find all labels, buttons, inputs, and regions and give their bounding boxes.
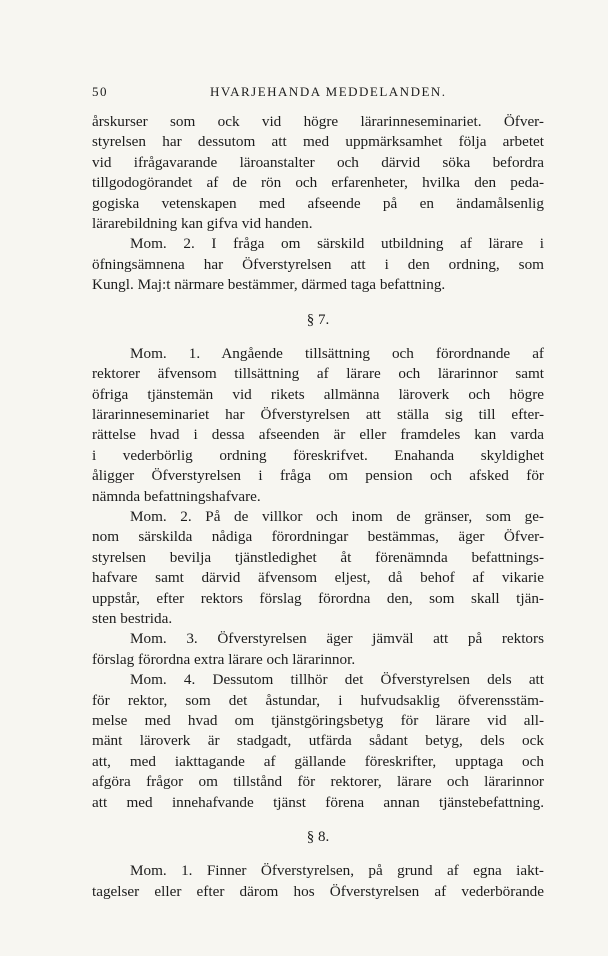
section-heading: § 7.: [306, 311, 330, 328]
text-line: för rektor, som det åstundar, i hufvudsaklig öfverensstäm-: [92, 691, 544, 709]
text-line: Mom. 2. I fråga om särskild utbildning af lärare i: [130, 235, 544, 253]
text-line: förslag förordna extra lärare och lärarinnor.: [92, 650, 356, 668]
text-line: Mom. 3. Öfverstyrelsen äger jämväl att på rektors: [130, 630, 544, 648]
text-line: lärarinneseminariet har Öfverstyrelsen att ställa sig till efter-: [92, 406, 544, 424]
running-title: HVARJEHANDA MEDDELANDEN.: [210, 84, 447, 99]
text-line: i vederbörlig ordning föreskrifvet. Enahanda skyldighet: [92, 446, 544, 464]
text-line: styrelsen har dessutom att med uppmärksamhet följa arbetet: [92, 133, 544, 151]
text-line: Mom. 1. Angående tillsättning och förordnande af: [130, 344, 544, 362]
text-line: sten bestrida.: [92, 609, 173, 627]
section-heading: § 8.: [306, 828, 330, 845]
text-line: styrelsen bevilja tjänstledighet åt förenämnda befattnings-: [92, 548, 544, 566]
text-line: rektorer äfvensom tillsättning af lärare och lärarinnor samt: [92, 365, 544, 383]
text-line: afgöra frågor om tillstånd för rektorer, lärare och lärarinnor: [92, 773, 544, 791]
text-line: att, med iakttagande af gällande föreskrifter, upptaga och: [92, 752, 544, 770]
text-line: åligger Öfverstyrelsen i fråga om pension och afsked för: [92, 467, 544, 485]
text-line: öfningsämnena har Öfverstyrelsen att i den ordning, som: [92, 255, 544, 273]
running-head: [92, 84, 544, 104]
text-line: öfriga tjänstemän vid rikets allmänna läroverk och högre: [92, 385, 544, 403]
text-line: lärarebildning kan gifva vid handen.: [92, 214, 313, 232]
text-line: melse med hvad om tjänstgöringsbetyg för lärare vid all-: [92, 711, 544, 729]
text-line: gogiska vetenskapen med afseende på en ändamålsenlig: [92, 194, 544, 212]
text-line: tagelser eller efter därom hos Öfverstyrelsen af vederbörande: [92, 882, 544, 900]
text-line: rättelse hvad i dessa afseenden är eller framdeles kan varda: [92, 426, 544, 444]
page-number: 50: [92, 84, 108, 99]
text-line: tillgodogörandet af de rön och erfarenheter, hvilka den peda-: [92, 174, 544, 192]
text-line: nämnda befattningshafvare.: [92, 487, 261, 505]
text-line: Kungl. Maj:t närmare bestämmer, därmed taga befattning.: [92, 276, 446, 294]
text-line: Mom. 4. Dessutom tillhör det Öfverstyrelsen dels att: [130, 671, 544, 689]
text-line: mänt läroverk är stadgadt, utfärda sådant betyg, dels ock: [92, 732, 544, 750]
text-line: Mom. 1. Finner Öfverstyrelsen, på grund af egna iakt-: [130, 862, 544, 880]
text-line: årskurser som ock vid högre lärarinneseminariet. Öfver-: [92, 113, 544, 130]
text-line: hafvare samt därvid äfvensom eljest, då behof af vikarie: [92, 569, 544, 587]
text-line: nom särskilda nådiga förordningar bestämmas, äger Öfver-: [92, 528, 544, 546]
text-line: vid ifrågavarande läroanstalter och därvid söka befordra: [92, 153, 544, 171]
text-line: att med innehafvande tjänst förena annan tjänstebefattning.: [92, 793, 544, 811]
text-line: Mom. 2. På de villkor och inom de gränser, som ge-: [130, 508, 544, 526]
text-line: uppstår, efter rektors förslag förordna den, som skall tjän-: [92, 589, 544, 607]
body-text: [92, 112, 544, 902]
